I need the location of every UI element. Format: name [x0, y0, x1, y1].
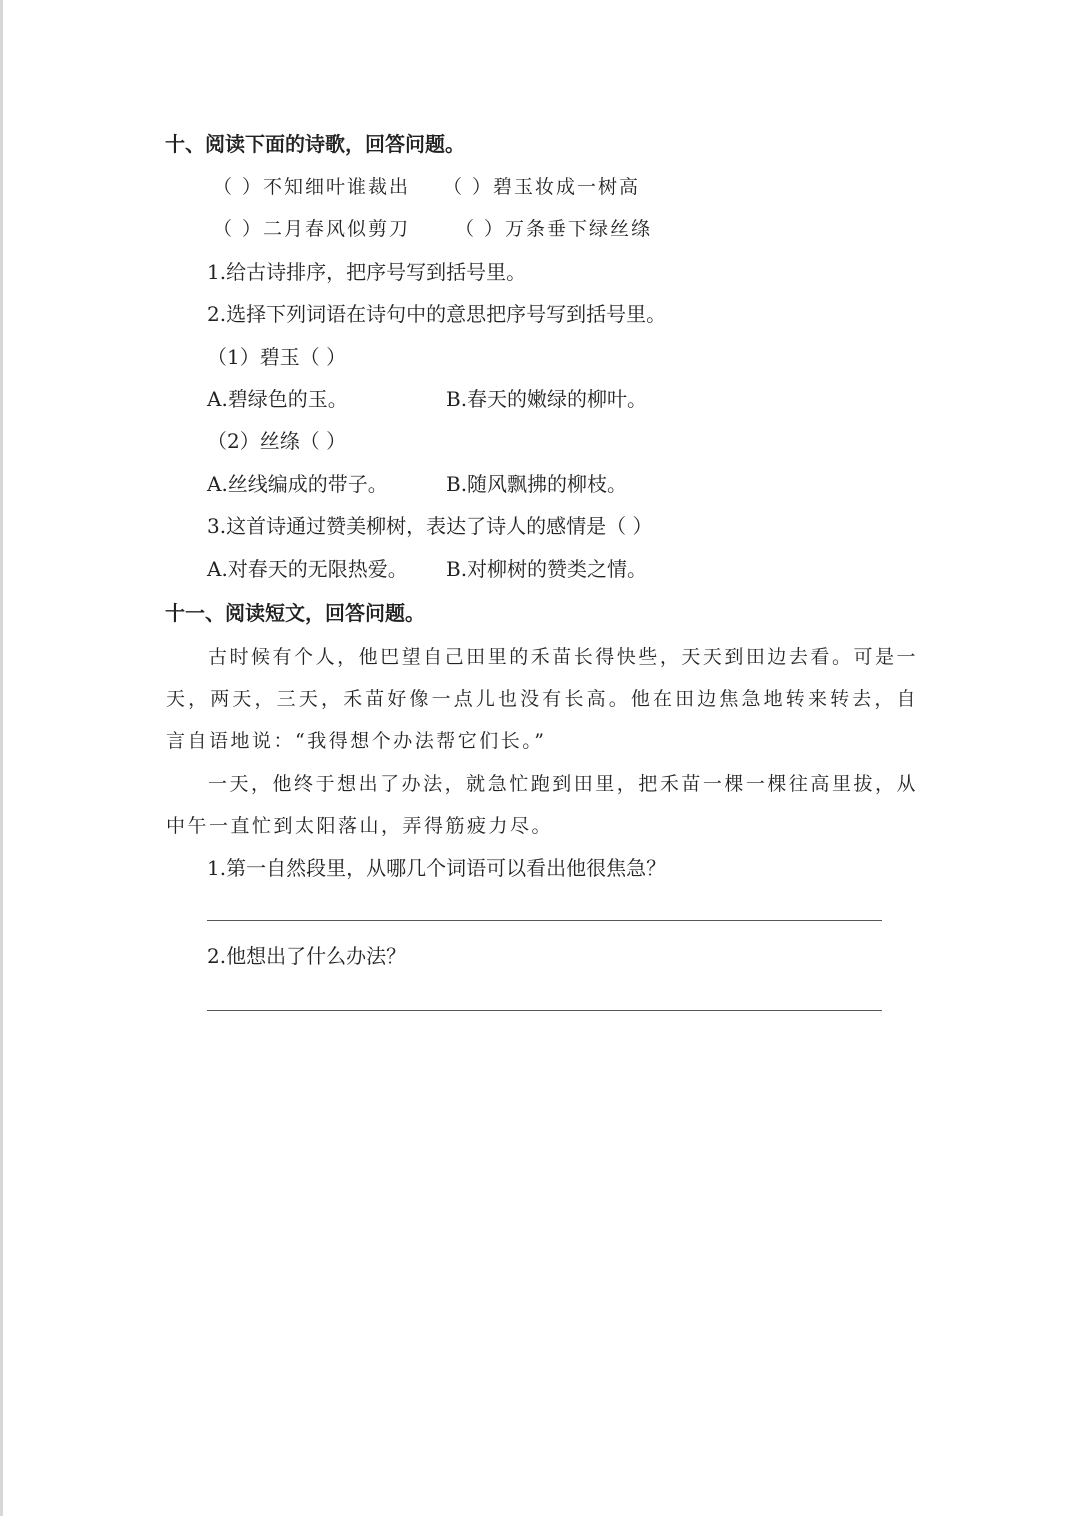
- poem-line: （ ）二月春风似剪刀: [213, 218, 411, 240]
- option-a: A.对春天的无限热爱。: [207, 557, 408, 581]
- question-10-2-1-options: [207, 385, 907, 413]
- answer-line-1[interactable]: [207, 920, 882, 921]
- option-b: B.随风飘拂的柳枝。: [446, 472, 628, 496]
- question-10-2-1-label: （1）碧玉（ ）: [207, 345, 347, 369]
- section-11-title: 十一、阅读短文，回答问题。: [165, 601, 425, 625]
- question-10-3-options: [207, 555, 907, 583]
- question-11-1: 1.第一自然段里，从哪几个词语可以看出他很焦急？: [207, 856, 667, 880]
- option-a: A.碧绿色的玉。: [207, 387, 348, 411]
- question-11-2: 2.他想出了什么办法？: [207, 944, 407, 968]
- page-edge: [0, 0, 3, 1516]
- poem-line: （ ）万条垂下绿丝绦: [455, 218, 653, 240]
- option-b: B.春天的嫩绿的柳叶。: [446, 387, 648, 411]
- question-10-2-2-options: [207, 470, 907, 498]
- question-10-2-2-label: （2）丝绦（ ）: [207, 429, 347, 453]
- answer-line-2[interactable]: [207, 1010, 882, 1011]
- passage-paragraph-2: 一天，他终于想出了办法，就急忙跑到田里，把禾苗一棵一棵往高里拔，从中午一直忙到太阳落山，弄得筋疲力尽。: [166, 773, 918, 837]
- option-a: A.丝线编成的带子。: [207, 472, 388, 496]
- question-10-1: 1.给古诗排序，把序号写到括号里。: [207, 260, 527, 284]
- section-10-title: 十、阅读下面的诗歌，回答问题。: [165, 132, 465, 156]
- passage-paragraph-1: 古时候有个人，他巴望自己田里的禾苗长得快些，天天到田边去看。可是一天，两天，三天，禾苗好像一点儿也没有长高。他在田边焦急地转来转去，自言自语地说：“我得想个办法帮它们长。”: [166, 646, 918, 752]
- question-10-2: 2.选择下列词语在诗句中的意思把序号写到括号里。: [207, 302, 667, 326]
- option-b: B.对柳树的赞类之情。: [446, 557, 648, 581]
- poem-line: （ ）碧玉妆成一树高: [443, 176, 641, 198]
- question-10-3: 3.这首诗通过赞美柳树，表达了诗人的感情是（ ）: [207, 514, 653, 538]
- poem-line: （ ）不知细叶谁裁出: [213, 176, 411, 198]
